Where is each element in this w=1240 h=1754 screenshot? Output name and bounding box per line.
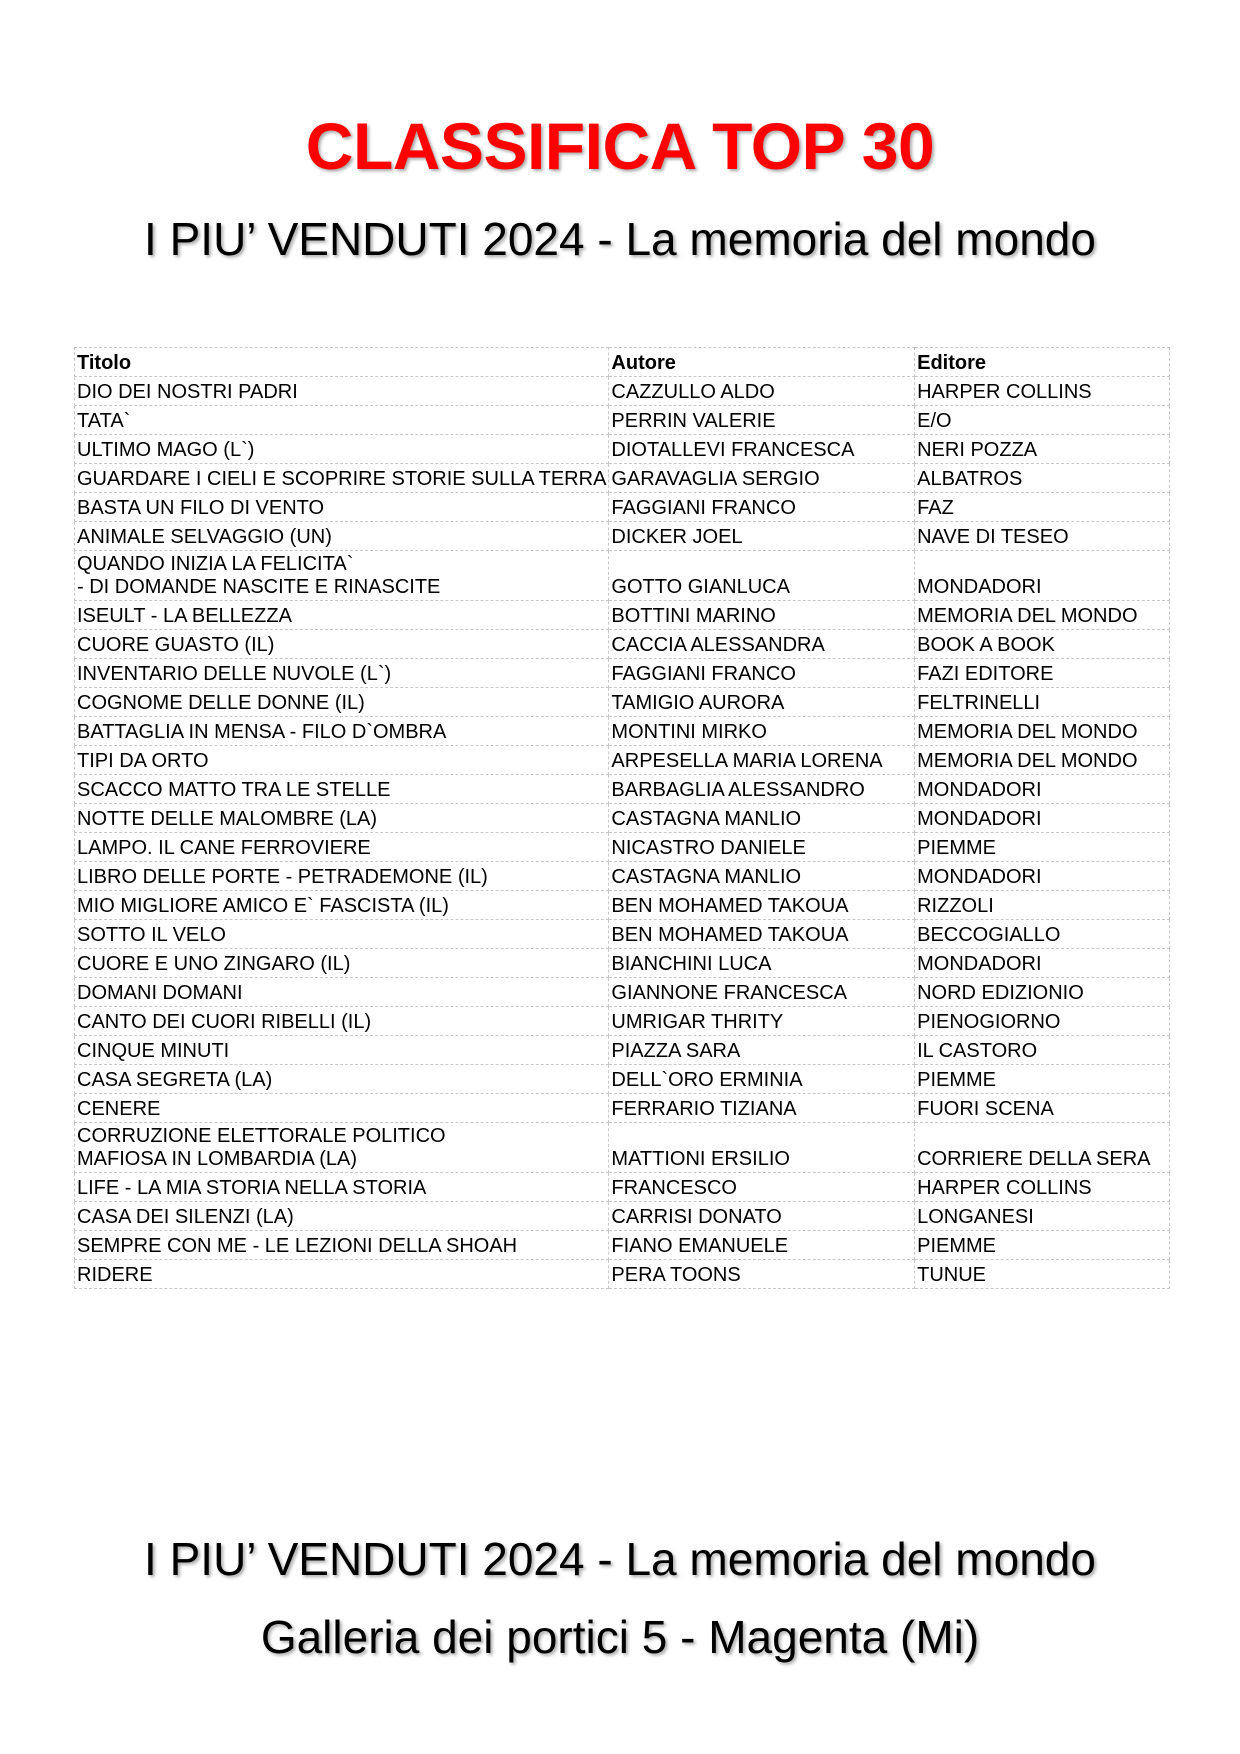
table-row (75, 978, 1170, 1007)
cell-titolo: NOTTE DELLE MALOMBRE (LA) (75, 804, 609, 833)
cell-autore: MATTIONI ERSILIO (609, 1123, 915, 1173)
table-row (75, 833, 1170, 862)
table-row (75, 1260, 1170, 1289)
table-row (75, 406, 1170, 435)
cell-editore: MEMORIA DEL MONDO (915, 601, 1170, 630)
header-titolo: Titolo (75, 348, 609, 377)
cell-titolo: DOMANI DOMANI (75, 978, 609, 1007)
page-title: CLASSIFICA TOP 30 (305, 109, 935, 183)
cell-editore: LONGANESI (915, 1202, 1170, 1231)
table-row (75, 377, 1170, 406)
cell-editore: MONDADORI (915, 775, 1170, 804)
cell-autore: MONTINI MIRKO (609, 717, 915, 746)
cell-titolo: LIFE - LA MIA STORIA NELLA STORIA (75, 1173, 609, 1202)
cell-titolo: ISEULT - LA BELLEZZA (75, 601, 609, 630)
cell-autore: BEN MOHAMED TAKOUA (609, 891, 915, 920)
footer-line-2: Galleria dei portici 5 - Magenta (Mi) (260, 1611, 980, 1663)
cell-titolo: ANIMALE SELVAGGIO (UN) (75, 522, 609, 551)
header-editore: Editore (915, 348, 1170, 377)
cell-autore: DELL`ORO ERMINIA (609, 1065, 915, 1094)
cell-titolo: RIDERE (75, 1260, 609, 1289)
cell-autore: DICKER JOEL (609, 522, 915, 551)
table-row (75, 464, 1170, 493)
cell-titolo: BASTA UN FILO DI VENTO (75, 493, 609, 522)
cell-editore: PIEMME (915, 1065, 1170, 1094)
cell-autore: FIANO EMANUELE (609, 1231, 915, 1260)
table-row (75, 659, 1170, 688)
cell-editore: MONDADORI (915, 862, 1170, 891)
cell-titolo: LAMPO. IL CANE FERROVIERE (75, 833, 609, 862)
cell-autore: NICASTRO DANIELE (609, 833, 915, 862)
cell-titolo: CASA DEI SILENZI (LA) (75, 1202, 609, 1231)
cell-editore: NAVE DI TESEO (915, 522, 1170, 551)
cell-autore: ARPESELLA MARIA LORENA (609, 746, 915, 775)
cell-titolo: TATA` (75, 406, 609, 435)
cell-editore: MONDADORI (915, 551, 1170, 601)
table-row (75, 1036, 1170, 1065)
cell-editore: MONDADORI (915, 804, 1170, 833)
cell-autore: FAGGIANI FRANCO (609, 659, 915, 688)
cell-titolo: TIPI DA ORTO (75, 746, 609, 775)
table-row (75, 891, 1170, 920)
cell-autore: DIOTALLEVI FRANCESCA (609, 435, 915, 464)
table-row (75, 775, 1170, 804)
cell-editore: CORRIERE DELLA SERA (915, 1123, 1170, 1173)
table-row (75, 1007, 1170, 1036)
cell-autore: BEN MOHAMED TAKOUA (609, 920, 915, 949)
table-row (75, 1202, 1170, 1231)
cell-autore: GIANNONE FRANCESCA (609, 978, 915, 1007)
cell-autore: BARBAGLIA ALESSANDRO (609, 775, 915, 804)
cell-titolo: ULTIMO MAGO (L`) (75, 435, 609, 464)
table-row (75, 630, 1170, 659)
cell-autore: PERRIN VALERIE (609, 406, 915, 435)
table-row (75, 522, 1170, 551)
cell-titolo: SEMPRE CON ME - LE LEZIONI DELLA SHOAH (75, 1231, 609, 1260)
cell-autore: CAZZULLO ALDO (609, 377, 915, 406)
bestseller-table (74, 347, 1170, 1289)
cell-autore: CASTAGNA MANLIO (609, 862, 915, 891)
cell-editore: PIENOGIORNO (915, 1007, 1170, 1036)
cell-editore: RIZZOLI (915, 891, 1170, 920)
cell-titolo: CENERE (75, 1094, 609, 1123)
table-row (75, 717, 1170, 746)
cell-titolo: DIO DEI NOSTRI PADRI (75, 377, 609, 406)
cell-editore: E/O (915, 406, 1170, 435)
cell-titolo: CORRUZIONE ELETTORALE POLITICO MAFIOSA IN LOMBARDIA (LA) (75, 1123, 609, 1173)
cell-autore: BIANCHINI LUCA (609, 949, 915, 978)
table-row (75, 746, 1170, 775)
cell-titolo: SCACCO MATTO TRA LE STELLE (75, 775, 609, 804)
cell-autore: GOTTO GIANLUCA (609, 551, 915, 601)
table-row (75, 1231, 1170, 1260)
table-row (75, 862, 1170, 891)
cell-titolo: CUORE GUASTO (IL) (75, 630, 609, 659)
cell-titolo: CUORE E UNO ZINGARO (IL) (75, 949, 609, 978)
cell-autore: CASTAGNA MANLIO (609, 804, 915, 833)
table-row (75, 1065, 1170, 1094)
table-row (75, 435, 1170, 464)
cell-titolo: LIBRO DELLE PORTE - PETRADEMONE (IL) (75, 862, 609, 891)
cell-editore: TUNUE (915, 1260, 1170, 1289)
cell-autore: TAMIGIO AURORA (609, 688, 915, 717)
table-row (75, 601, 1170, 630)
table-row (75, 804, 1170, 833)
table-row (75, 949, 1170, 978)
cell-titolo: CASA SEGRETA (LA) (75, 1065, 609, 1094)
cell-autore: CACCIA ALESSANDRA (609, 630, 915, 659)
cell-editore: PIEMME (915, 1231, 1170, 1260)
cell-autore: FRANCESCO (609, 1173, 915, 1202)
cell-titolo: MIO MIGLIORE AMICO E` FASCISTA (IL) (75, 891, 609, 920)
cell-autore: FAGGIANI FRANCO (609, 493, 915, 522)
cell-editore: MEMORIA DEL MONDO (915, 717, 1170, 746)
cell-titolo: INVENTARIO DELLE NUVOLE (L`) (75, 659, 609, 688)
cell-editore: NORD EDIZIONIO (915, 978, 1170, 1007)
table-row (75, 1173, 1170, 1202)
table-row (75, 1123, 1170, 1173)
cell-editore: MONDADORI (915, 949, 1170, 978)
table-row (75, 920, 1170, 949)
cell-editore: FELTRINELLI (915, 688, 1170, 717)
cell-autore: UMRIGAR THRITY (609, 1007, 915, 1036)
cell-editore: IL CASTORO (915, 1036, 1170, 1065)
cell-autore: FERRARIO TIZIANA (609, 1094, 915, 1123)
cell-editore: FAZ (915, 493, 1170, 522)
cell-titolo: QUANDO INIZIA LA FELICITA` - DI DOMANDE NASCITE E RINASCITE (75, 551, 609, 601)
table-row (75, 1094, 1170, 1123)
table-row (75, 551, 1170, 601)
cell-autore: CARRISI DONATO (609, 1202, 915, 1231)
footer-line-1: I PIU’ VENDUTI 2024 - La memoria del mondo (144, 1533, 1096, 1585)
cell-editore: ALBATROS (915, 464, 1170, 493)
cell-autore: PIAZZA SARA (609, 1036, 915, 1065)
cell-titolo: COGNOME DELLE DONNE (IL) (75, 688, 609, 717)
cell-autore: GARAVAGLIA SERGIO (609, 464, 915, 493)
cell-titolo: BATTAGLIA IN MENSA - FILO D`OMBRA (75, 717, 609, 746)
cell-titolo: CINQUE MINUTI (75, 1036, 609, 1065)
cell-editore: HARPER COLLINS (915, 377, 1170, 406)
table-body (75, 377, 1170, 1289)
cell-autore: BOTTINI MARINO (609, 601, 915, 630)
table-header-row (75, 348, 1170, 377)
cell-titolo: SOTTO IL VELO (75, 920, 609, 949)
cell-autore: PERA TOONS (609, 1260, 915, 1289)
table-row (75, 493, 1170, 522)
cell-titolo: CANTO DEI CUORI RIBELLI (IL) (75, 1007, 609, 1036)
cell-editore: BECCOGIALLO (915, 920, 1170, 949)
cell-editore: FAZI EDITORE (915, 659, 1170, 688)
cell-editore: MEMORIA DEL MONDO (915, 746, 1170, 775)
cell-titolo: GUARDARE I CIELI E SCOPRIRE STORIE SULLA TERRA (75, 464, 609, 493)
cell-editore: NERI POZZA (915, 435, 1170, 464)
table-row (75, 688, 1170, 717)
header-autore: Autore (609, 348, 915, 377)
cell-editore: HARPER COLLINS (915, 1173, 1170, 1202)
page-subtitle: I PIU’ VENDUTI 2024 - La memoria del mondo (144, 213, 1096, 265)
cell-editore: FUORI SCENA (915, 1094, 1170, 1123)
cell-editore: PIEMME (915, 833, 1170, 862)
cell-editore: BOOK A BOOK (915, 630, 1170, 659)
